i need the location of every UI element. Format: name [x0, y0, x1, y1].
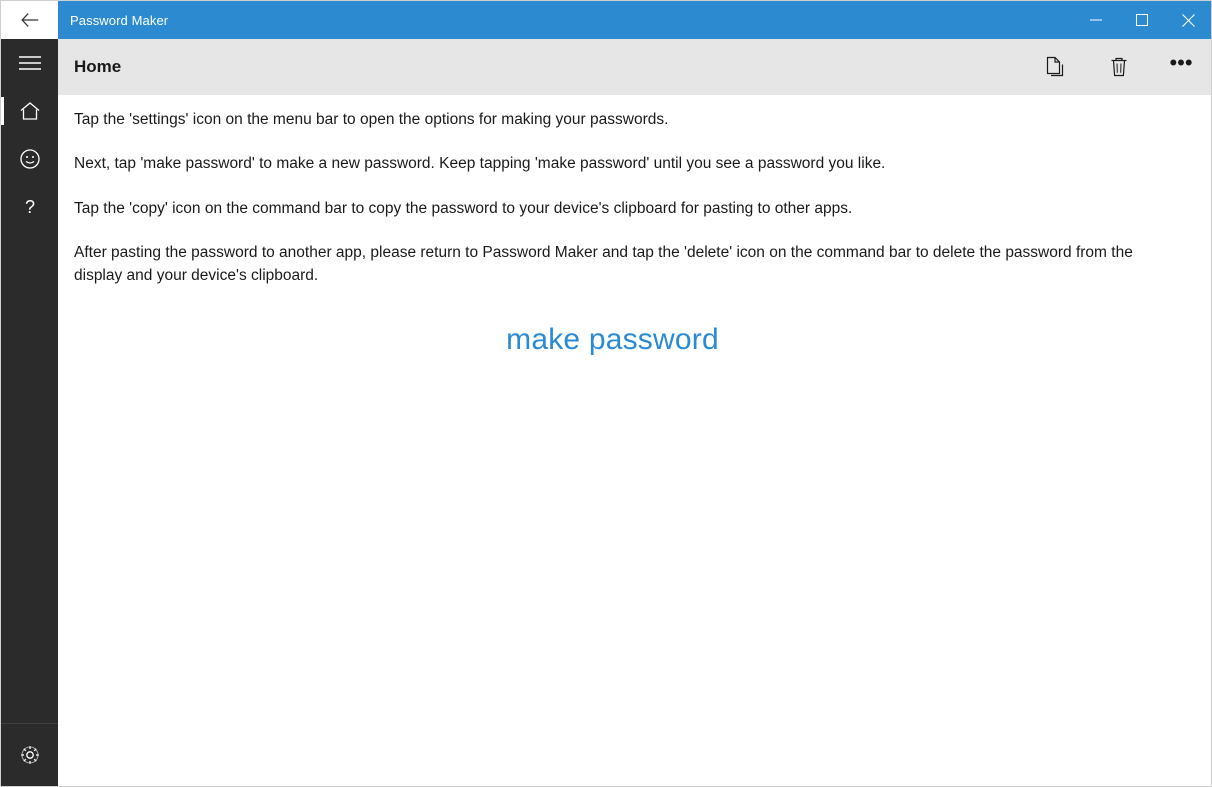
nav-spacer: [1, 231, 58, 723]
make-password-container: [74, 323, 1151, 357]
svg-text:?: ?: [24, 197, 35, 217]
window-title: Password Maker: [70, 12, 169, 28]
question-mark-icon: [18, 195, 42, 219]
smiley-icon: [18, 147, 42, 171]
caption-buttons: [1073, 1, 1211, 39]
window-body: [1, 39, 1211, 786]
back-arrow-icon: [19, 9, 41, 31]
instruction-paragraph: Tap the 'settings' icon on the menu bar to open the options for making your passwords.: [74, 111, 669, 128]
page-title: Home: [74, 57, 122, 76]
instruction-paragraph: Next, tap 'make password' to make a new password. Keep tapping 'make password' until you see a password you like.: [74, 155, 886, 173]
close-icon: [1182, 14, 1195, 27]
sidebar-item-help[interactable]: [1, 183, 58, 231]
sidebar-item-feedback[interactable]: [1, 135, 58, 183]
more-options-button[interactable]: •••: [1169, 50, 1193, 75]
copy-icon: [1042, 54, 1068, 80]
maximize-button[interactable]: [1119, 1, 1165, 39]
command-bar: [58, 39, 1211, 95]
trash-icon: [1106, 54, 1132, 80]
instruction-paragraph: After pasting the password to another app, please return to Password Maker and tap the 'delete' icon on the command bar to delete the password from the display and your device's clipboard.: [74, 244, 1133, 284]
sidebar-item-settings[interactable]: [1, 723, 58, 786]
instruction-paragraph: Tap the 'copy' icon on the command bar to copy the password to your device's clipboard for pasting to other apps.: [74, 199, 853, 217]
menu-toggle-button[interactable]: [1, 39, 58, 87]
delete-button[interactable]: [1087, 39, 1151, 95]
close-button[interactable]: [1165, 1, 1211, 39]
back-button[interactable]: [1, 1, 58, 39]
navigation-rail: [1, 39, 58, 786]
sidebar-item-home[interactable]: [1, 87, 58, 135]
content-area: [58, 39, 1211, 786]
minimize-button[interactable]: [1073, 1, 1119, 39]
home-icon: [18, 99, 42, 123]
title-bar: [1, 1, 1211, 39]
hamburger-icon: [19, 55, 41, 71]
gear-icon: [18, 743, 42, 767]
maximize-icon: [1136, 14, 1148, 26]
copy-button[interactable]: [1023, 39, 1087, 95]
make-password-button[interactable]: make password: [506, 323, 719, 357]
main-content: [58, 95, 1211, 786]
minimize-icon: [1090, 14, 1102, 26]
